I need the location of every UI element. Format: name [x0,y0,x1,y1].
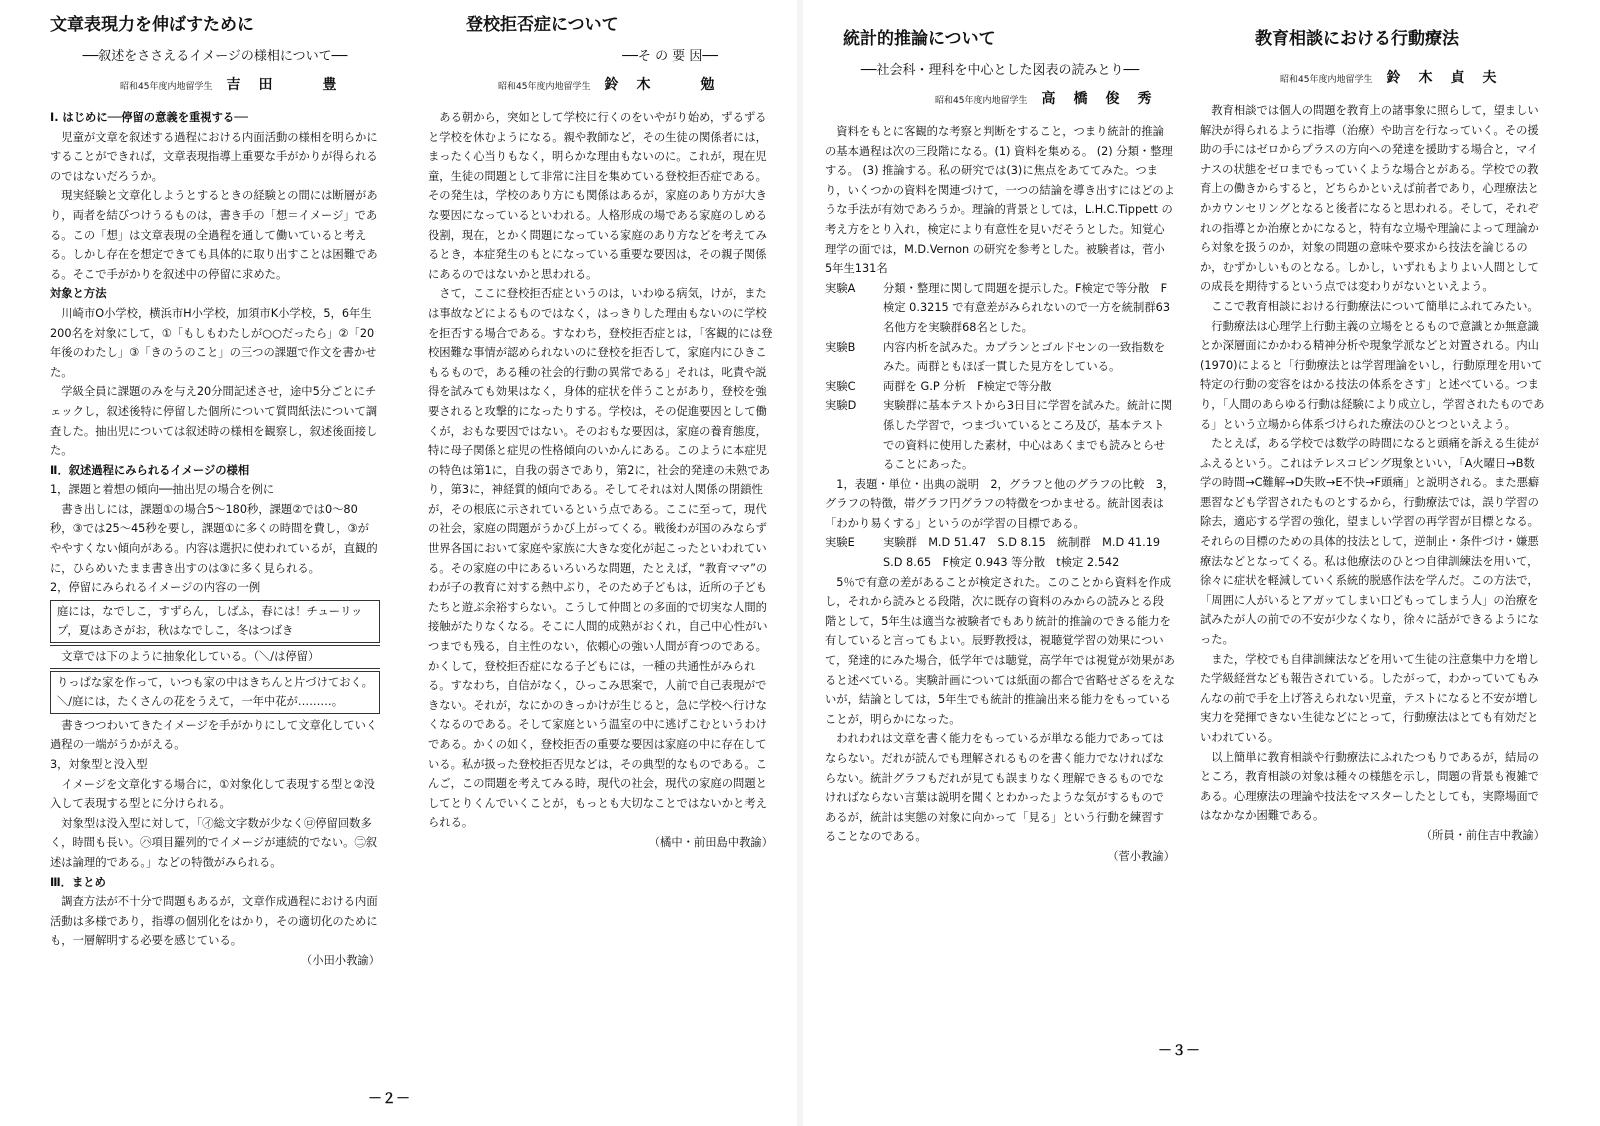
article-title: 登校拒否症について [466,15,619,35]
paragraph: ここで教育相談における行動療法について簡単にふれてみたい。 [1211,299,1539,313]
experiment-item [825,377,1175,397]
experiment-text: 分類・整理に関して問題を提示した。F検定で等分散 F検定 0.3215 で有意差がみられないので一方を統制群63名他方を実験群68名とした。 [883,281,1171,334]
author-degree: 昭和45年度内地留学生 [935,96,1028,106]
author-affiliation: （菅小教諭） [1107,849,1175,863]
author-affiliation: （小田小教諭） [300,953,380,967]
paragraph: 学級全員に課題のみを与え20分間記述させ，途中5分ごとにチェックし，叙述後特に停留した個所について質問紙法について調査した。抽出児については叙述時の様相を観察し，叙述後面接した。 [50,385,378,458]
article-tokokyohi [428,10,773,853]
paragraph: さて，ここに登校拒否症というのは，いわゆる病気，けが，または事故などによるものではなく，はっきりした理由もないのに学校を拒否する場合である。すなわち，登校拒否症とは，「客観的には登校困難な事情が認められないのに登校を拒否して，家庭内にひきこもるもので，ある種の社会的行動の異常である」それは，叱責や説得を試みても効果はなく，身体的症状を伴うことがあり，登校を強要されると攻撃的になったりする。学校は，その促進要因として働くが，おもな要因ではない。そのおもな要因は，家庭の養育態度，特に母子関係と症児の性格傾向のいかんにある。このように本症児の特色は第1に，自我の弱さであり，第2に，社会的発達の未熟であり，第3に，神経質的傾向である。そしてそれは対人関係の閉鎖性が，その根底に示されているという点である。ここに至って，現代の社会，家庭の問題がうかび上がってくる。戦後わが国のみならず世界各国において家庭や家族に大きな変化が起こったといわれている。その家庭の中にあるいろいろな問題，たとえば，“教育ママ”のわが子の教育に対する熱中ぶり，そのため子どもは，近所の子どもたちと遊ぶ余裕すらない。こうして仲間との多面的で切実な人間的接触がたりなくなる。そこに人間的成熟がおくれ，自己中心性がいつまでも残る，自主性のない，依頼心の強い人間が育つのである。かくして，登校拒否症になる子どもには，一種の共通性がみられる。すなわち，自信がなく，ひっこみ思案で，人前で自己表現ができない。それが，なにかのきっかけが生じると，急に学校へ行けなくなるのである。そして家庭という温室の中に逃げこむというわけである。かくの如く，登校拒否の重要な要因は家庭の中に存在している。私が扱った登校拒否児などは，その典型的なものである。こんご，この問題を考えてみる時，現代の社会，現代の家庭の問題としてとりくんでいくことが，もっとも大切なことではないかと考えられる。 [428,287,773,830]
article-body [428,108,773,853]
author-line [825,88,1175,108]
paragraph: 川崎市O小学校，横浜市H小学校，加須市K小学校，5，6年生200名を対象にして，①「もしもわたしが○○だったら」②「20年後のわたし」③「きのうのこと」の三つの課題で作文を書かせた。 [50,306,377,379]
experiment-text: 両群を G.P 分析 F検定で等分散 [883,379,1052,393]
article-subtitle: ──そ の 要 因── [622,49,718,64]
paragraph: 資料をもとに客観的な考察と判断をすること，つまり統計的推論の基本過程は次の三段階になる。(1) 資料を集める。 (2) 分類・整理する。 (3) 推論する。私の研究では(3)に焦点をあててみた。つまり，いくつかの資料を関連づけて，一つの結論を導き出すにはどのような手法が有効であろうか。理論的背景としては，L.H.C.Tippett の考え方をとり入れ，検定により有意性を見いだそうとした。知覚心理学の面では，M.D.Vernon の研究を参考とした。被験者は，菅小 5年生131名 [825,125,1177,276]
author-name: 吉田 豊 [226,77,355,93]
paragraph: われわれは文章を書く能力をもっているが単なる能力であってはならない。だれが読んでも理解されるものを書く能力でなければならない。統計グラフもだれが見ても誤まりなく理解できるものでなければならない言葉は説明を聞くとわかったような気がするものであるが，統計は実態の対象に向かって「見る」という行動を練習することなのである。 [825,732,1164,844]
paragraph: ある朝から，突如として学校に行くのをいやがり始め，ずるずると学校を休むようになる。親や教師など，その生徒の関係者には，まったく心当りもなく，明らかな理由もないのに。これが，現在児童，生徒の問題として非常に注目を集めている登校拒否症である。その発生は，学校のあり方にも関係はあるが，家庭のあり方が大きな要因になっているといわれる。人格形成の場である家庭のしめる役割，現在，とかく問題になっている家庭のあり方などを考えてみるとき，本症発生のもとになっている重要な要因は，その親子関係にあるのではないかと思われる。 [428,111,767,281]
article-subtitle: ──叙述をささえるイメージの様相について── [82,49,348,64]
paragraph: 現実経験と文章化しようとするときの経験との間には断層があり，両者を結びつけうるものは，書き手の「想＝イメージ」である。この「想」は文章表現の全過程を通して働いていると考える。しかし存在を想定できても具体的に取り出すことは困難である。そこで手がかりを叙述中の停留に求めた。 [50,189,378,281]
experiment-text: 実験群 M.D 51.47 S.D 8.15 統制群 M.D 41.19 S.D 8.65 F検定 0.943 等分散 t検定 2.542 [883,536,1172,570]
author-name: 鈴木 勉 [604,77,733,93]
experiment-label: 実験C [825,379,856,393]
subsection-heading: 3，対象型と没入型 [50,758,148,771]
article-body [1200,101,1545,846]
experiment-label: 実験D [825,399,857,413]
author-line [428,74,773,94]
author-line [50,74,380,94]
paragraph: 書き出しには，課題①の場合5～180秒，課題②では0～80秒，③では25～45秒を要し，課題①に多くの時間を費し，③がややすくない傾向がある。内容は選択に使われているが，直観的に，ひらめいたまま書き出すのは③に多く見られる。 [50,502,378,575]
article-tokei [825,24,1175,867]
paragraph: 行動療法は心理学上行動主義の立場をとるもので意識とか無意識とか深層面にかかわる精神分析や現象学派などと対置される。内山(1970)によると「行動療法とは学習理論をいし，行動原理を用いて特定の行動の変容をはかる技法の体系をさす」と述べている。つまり，「人間のあらゆる行動は経験により成立し，学習されたものである」という立場から体系づけられた療法のひとつといえよう。 [1200,319,1545,431]
experiment-label: 実験B [825,340,856,354]
experiment-text: 内容内析を試みた。カプランとゴルドセンの一致指数をみた。両群ともほぼ一貫した見方をしている。 [883,340,1166,374]
quoted-box [50,600,380,643]
author-degree: 昭和45年度内地留学生 [498,82,591,92]
section-heading: Ⅰ. はじめに──停留の意義を重視する── [50,111,248,124]
article-body [50,108,380,971]
author-degree: 昭和45年度内地留学生 [120,82,213,92]
article-body [825,122,1175,867]
section-heading: Ⅱ．叙述過程にみられるイメージの様相 [50,463,250,477]
author-line [1200,67,1545,87]
page-number-right: －３－ [1158,1043,1200,1059]
experiment-item [825,338,1175,377]
paragraph: 以上簡単に教育相談や行動療法にふれたつもりであるが，結局のところ，教育相談の対象は種々の様態を示し，問題の背景も複雑である。心理療法の理論や技法をマスターしたとしても，実際場面ではなかなか困難である。 [1200,750,1539,823]
author-degree: 昭和45年度内地留学生 [1280,75,1373,85]
section-heading: Ⅲ．まとめ [50,875,106,889]
author-affiliation: （橘中・前田島中教諭） [648,835,773,849]
author-name: 鈴木貞夫 [1386,70,1515,86]
article-subtitle: ──社会科・理科を中心とした図表の読みとり── [860,63,1140,78]
paragraph: たとえば，ある学校では数学の時間になると頭痛を訴える生徒がふえるという。これはテレスコピング現象といい，「A火曜日→B数学の時間→C難解→D失敗→E不快→F頭痛」と説明される。また悪癖悪習なども学習されたものとするから，行動療法では，誤り学習の除去，適応する学習の強化，望ましい学習の再学習が目標となる。それらの目標のための具体的技法として，逆制止・条件づけ・嫌悪療法などとなってくる。私は他療法のひとつ自律訓練法を用いて，徐々に症状を軽減していく系統的脱感作法を学んだ。この方法で，「周囲に人がいるとアガッてしまい口どもってしまう人」の治療を試みたが人の前での不安が少なくなり，徐々に話ができるようになった。 [1200,437,1540,647]
paragraph: 書きつつわいてきたイメージを手がかりにして文章化していく過程の一端がうかがえる。 [50,718,378,752]
note-line: 文章では下のように抽象化している。（＼/は停留） [50,645,380,669]
article-title: 教育相談における行動療法 [1255,29,1459,49]
page-number-left: －２－ [368,1091,410,1107]
paragraph: イメージを文章化する場合に，①対象化して表現する型と②没入して表現する型とに分けられる。 [50,777,375,811]
author-name: 高橋俊秀 [1041,91,1170,107]
article-title: 文章表現力を伸ばすために [50,15,254,35]
paragraph: また，学校でも自律訓練法などを用いて生徒の注意集中力を増した学級経営なども報告されている。したがって，わかっていてもみんなの前で手を上げ答えられない児童，テストになると不安が増し実力を発揮できない生徒などにとって，行動療法はとても有効だといわれている。 [1200,652,1539,744]
paragraph: 対象型は没入型に対して，「㋑総文字数が少なく㋺停留回数多く，時間も長い。㋩項目羅列的でイメージが連続的でない。㊁叙述は論理的である。」などの特徴がみられる。 [50,816,378,869]
paragraph: 1，表題・単位・出典の説明 2，グラフと他のグラフの比較 3，グラフの特徴，帯グラフ円グラフの特徴をつかませる。統計図表は「わかり易くする」というのが学習の目標である。 [825,477,1175,530]
subsection-heading: 2，停留にみられるイメージの内容の一例 [50,581,261,595]
subsection-heading: 1，課題と着想の傾向──抽出児の場合を例に [50,483,275,497]
quoted-box [50,671,380,714]
experiment-item [825,396,1175,474]
article-kodoryoho [1200,24,1545,846]
page-gutter [797,0,803,1126]
experiment-label: 実験A [825,281,856,295]
article-bunsho [50,10,380,971]
box-text: 庭には，なでしこ，すずらん，しばふ，春には！チューリップ，夏はあさがお，秋はなでしこ，冬はつばき [57,604,363,638]
experiment-item [825,279,1175,338]
box-text: りっぱな家を作って，いつも家の中はきちんと片づけておく。＼/庭には，たくさんの花をうえて，一年中花が………。 [57,675,373,709]
experiment-item [825,533,1175,572]
paragraph: 教育相談では個人の問題を教育上の諸事象に照らして，望ましい解決が得られるように指導（治療）や助言を行なっていく。その援助の手にはゼロからプラスの方向への発達を援助する場合と，マイナスの状態をゼロまでもっていくような場合とがある。学校での教育上の働きからすると，どちらかといえば前者であり，心理療法とかカウンセリングとなると後者になると思われる。そして，それぞれの指導とか治療とかになると，特有な立場や理論によって理論から対象を扱うのか，対象の問題の意味や要求から技法を論じるのか，むずかしいものとなる。しかし，いずれもよりよい人間としての成長を期待するという点では変わりがないといえよう。 [1200,104,1539,294]
paragraph: 児童が文章を叙述する過程における内面活動の様相を明らかにすることができれば，文章表現指導上重要な手がかりが得られるのではないだろうか。 [50,130,378,183]
section-heading: 対象と方法 [50,287,107,301]
paragraph: 5％で有意の差があることが検定された。このことから資料を作成し，それから読みとる段階，次に既存の資料のみからの読みとる段階として，5年生は適当な被験者でもあり統計的推論のできる能力を有していると言ってもよい。辰野教授は，視聴覚学習の効果について，発達的にみた場合，低学年では聴覚，高学年では視覚が効果があると述べている。実験計画については紙面の都合で省略せざるをえないが，結論としては，5年生でも統計的推論出来る能力をもっていることが，明らかになった。 [825,575,1175,726]
author-affiliation: （所員・前住吉中教諭） [1420,828,1545,842]
article-title: 統計的推論について [843,29,996,49]
experiment-label: 実験E [825,536,855,550]
experiment-text: 実験群に基本テストから3日目に学習を試みた。統計に関係した学習で，つまづいているところ及び，基本テストでの資料に使用した素材，中心はあくまでも読みとらせることにあった。 [883,399,1173,472]
paragraph: 調査方法が不十分で問題もあるが，文章作成過程における内面活動は多様であり，指導の個別化をはかり，その適切化のためにも，一層解明する必要を感じている。 [50,895,378,948]
